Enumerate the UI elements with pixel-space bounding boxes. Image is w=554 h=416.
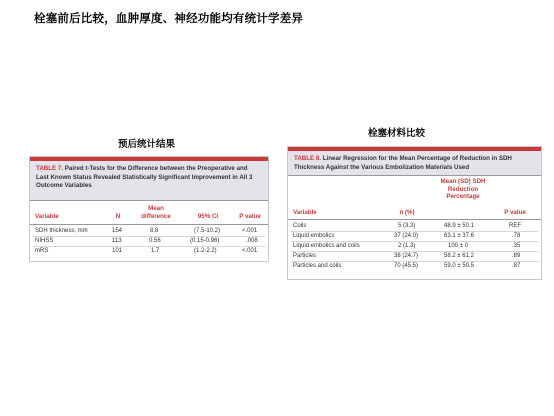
cell: .89	[512, 253, 521, 259]
cell: 113	[112, 238, 122, 244]
table-8-header	[288, 151, 541, 175]
table-rule	[288, 175, 541, 176]
cell: REF	[509, 223, 521, 229]
cell: 100 ± 0	[448, 243, 468, 249]
cell: Coils	[293, 223, 307, 229]
table-rule	[288, 219, 541, 220]
cell: 154	[112, 228, 123, 234]
cell: 5 (3.3)	[398, 223, 416, 229]
left-caption: 预后统计结果	[118, 139, 176, 150]
cell: 38 (24.7)	[394, 253, 419, 259]
col-header: Variable	[35, 213, 59, 220]
cell: Liquid embolics and coils	[293, 243, 360, 249]
cell: Particles and coils	[293, 263, 342, 269]
table-7-title: Paired t-Tests for the Difference between the Preoperative and Last Known Status Revealed Statistically Significant Improvement in All 3 Outcome Variables	[36, 165, 253, 189]
col-header: Mean difference	[141, 205, 171, 220]
col-header: n (%)	[399, 209, 415, 216]
cell: .87	[512, 263, 521, 269]
cell: 0.56	[149, 238, 161, 244]
right-caption: 栓塞材料比较	[368, 128, 426, 139]
cell: 63.1 ± 37.6	[444, 233, 474, 239]
table-8	[287, 146, 542, 280]
cell: .35	[512, 243, 521, 249]
cell: 48.9 ± 50.1	[444, 223, 474, 229]
cell: .008	[246, 238, 258, 244]
cell: Liquid embolics	[293, 233, 335, 239]
cell: 58.2 ± 61.2	[444, 253, 474, 259]
col-header: N	[115, 213, 121, 220]
table-8-title: Linear Regression for the Mean Percentage of Reduction in SDH Thickness Against the Various Embolization Materials Used	[294, 155, 512, 171]
cell: 70 (45.5)	[394, 263, 419, 269]
table-7-header	[30, 161, 268, 200]
page-title: 栓塞前后比较，血肿厚度、神经功能均有统计学差异	[34, 11, 304, 25]
cell: 8.8	[150, 228, 159, 234]
col-header: Mean (SD) SDH Reduction Percentage	[440, 178, 486, 200]
cell: 37 (24.0)	[394, 233, 419, 239]
cell: (1.2-2.2)	[194, 248, 217, 254]
row-divider	[33, 246, 265, 247]
cell: <.001	[242, 248, 258, 254]
col-header: P value	[504, 209, 526, 216]
table-7-label: TABLE 7.	[36, 165, 64, 172]
table-8-label: TABLE 8.	[294, 155, 322, 162]
cell: 101	[112, 248, 123, 254]
cell: Particles	[293, 253, 317, 259]
table-rule	[30, 224, 268, 225]
cell: SDH thickness, mm	[35, 228, 88, 234]
col-header: 95% CI	[197, 213, 219, 220]
cell: (0.15-0.96)	[190, 238, 220, 244]
cell: 59.0 ± 50.5	[444, 263, 474, 269]
cell: NIHSS	[35, 238, 54, 244]
cell: mRS	[35, 248, 49, 254]
cell: .78	[512, 233, 521, 239]
cell: 2 (1.3)	[398, 243, 416, 249]
table-7	[29, 156, 269, 262]
cell: <.001	[242, 228, 258, 234]
cell: (7.5-10.2)	[194, 228, 221, 234]
col-header: P value	[239, 213, 261, 220]
table-rule	[30, 200, 268, 201]
col-header: Variable	[293, 209, 317, 216]
cell: 1.7	[151, 248, 160, 254]
